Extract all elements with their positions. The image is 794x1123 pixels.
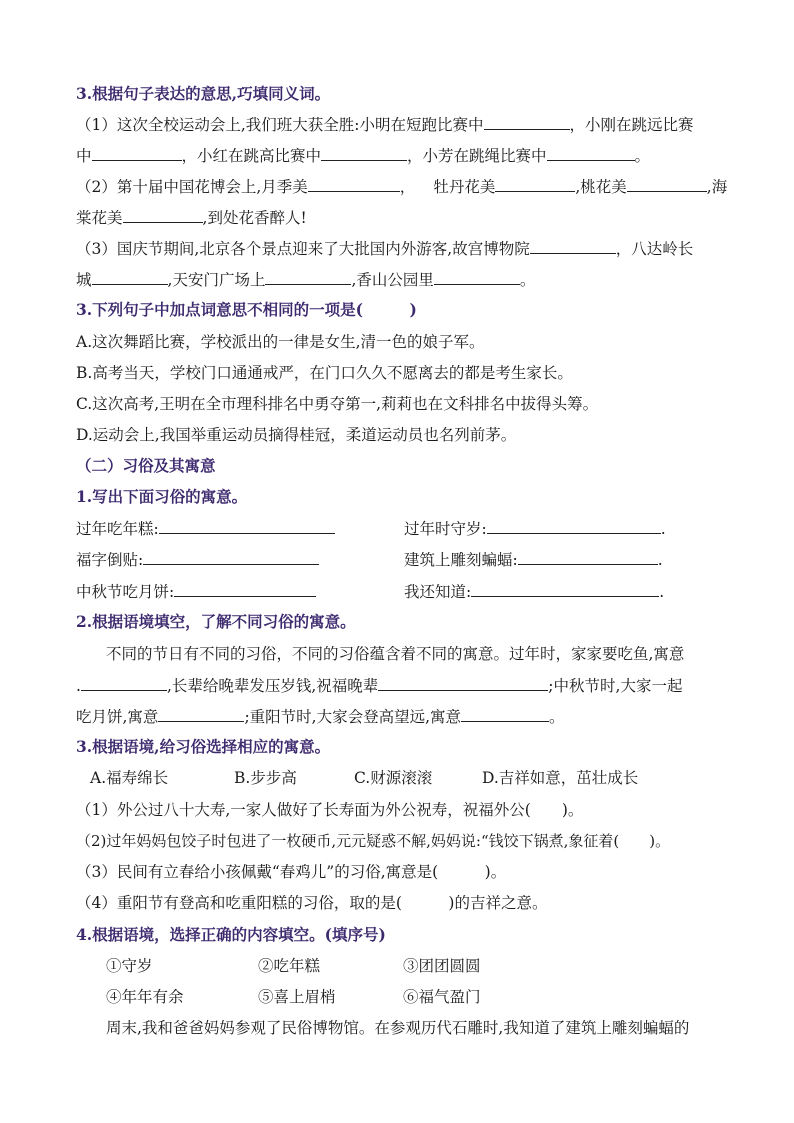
option-c[interactable]: C.这次高考,王明在全市理科排名中勇夺第一,莉莉也在文科排名中拔得头筹。 <box>76 395 599 413</box>
custom-item-yuebing <box>76 581 316 602</box>
question-customs-meaning-title: 1.写出下面习俗的寓意。 <box>76 487 248 506</box>
option-b[interactable]: B.高考当天，学校门口通通戒严，在门口久久不愿离去的都是考生家长。 <box>76 364 573 382</box>
answer-blank[interactable] <box>518 549 658 565</box>
custom-item-niangao <box>76 518 335 539</box>
section-heading-customs: （二）习俗及其寓意 <box>76 456 216 475</box>
text: 。 <box>519 271 536 289</box>
answer-blank[interactable] <box>92 145 182 161</box>
custom-item-fu <box>76 549 319 570</box>
text: . <box>76 677 81 695</box>
text: 吃月饼,寓意 <box>76 708 159 726</box>
answer-blank[interactable] <box>378 675 548 691</box>
select-option-3: ③团团圆圆 <box>403 957 481 975</box>
choose-sentence-3: （3）民间有立春给小孩佩戴“春鸡儿”的习俗,寓意是( )。 <box>76 863 507 881</box>
context-paragraph-line1: 不同的节日有不同的习俗，不同的习俗蕴含着不同的寓意。过年时，家家要吃鱼,寓意 <box>106 645 685 663</box>
label: 中秋节吃月饼: <box>76 583 175 601</box>
answer-blank[interactable] <box>174 581 316 597</box>
synonym-sentence-2-line1 <box>76 176 727 197</box>
answer-blank[interactable] <box>308 176 400 192</box>
custom-item-other <box>404 581 664 602</box>
label: 我还知道: <box>404 583 472 601</box>
label: 过年吃年糕: <box>76 520 159 538</box>
answer-blank[interactable] <box>547 145 635 161</box>
text: 。 <box>549 708 565 726</box>
synonym-sentence-3-line1 <box>76 238 693 259</box>
text: （2）第十届中国花博会上,月季美 <box>76 178 308 196</box>
text: （3）国庆节期间,北京各个景点迎来了大批国内外游客,故宫博物院 <box>76 240 530 258</box>
answer-blank[interactable] <box>530 238 616 254</box>
synonym-sentence-1-line2 <box>76 145 650 166</box>
context-paragraph-line3 <box>76 706 565 727</box>
text: 。 <box>634 147 651 165</box>
choice-a: A.福寿绵长 <box>90 769 169 787</box>
text: 牡丹花美 <box>433 178 496 196</box>
select-option-6: ⑥福气盈门 <box>403 988 481 1006</box>
choose-sentence-2: （2)过年妈妈包饺子时包进了一枚硬币,元元疑惑不解,妈妈说:“钱饺下锅煮,象征着( )。 <box>76 832 671 850</box>
answer-blank[interactable] <box>159 518 335 534</box>
text: ，八达岭长 <box>615 240 694 258</box>
answer-blank[interactable] <box>123 207 203 223</box>
answer-blank[interactable] <box>484 114 570 130</box>
answer-blank[interactable] <box>434 269 520 285</box>
answer-blank[interactable] <box>81 675 167 691</box>
text: ,海 <box>706 178 728 196</box>
answer-blank[interactable] <box>158 706 244 722</box>
answer-blank[interactable] <box>471 581 659 597</box>
text: ;中秋节时,大家一起 <box>548 677 683 695</box>
text: ,天安门广场上 <box>167 271 266 289</box>
text: . <box>660 520 666 538</box>
answer-blank[interactable] <box>487 518 661 534</box>
select-paragraph-line1: 周末,我和爸爸妈妈参观了民俗博物馆。在参观历代石雕时,我知道了建筑上雕刻蝙蝠的 <box>106 1019 690 1037</box>
select-option-1: ①守岁 <box>106 957 153 975</box>
question-synonyms-title: 3.根据句子表达的意思,巧填同义词。 <box>76 84 331 103</box>
label: 建筑上雕刻蝙蝠: <box>404 551 518 569</box>
answer-blank[interactable] <box>627 176 707 192</box>
question-select-content-title: 4.根据语境，选择正确的内容填空。(填序号) <box>76 925 386 944</box>
text: ，小芳在跳绳比赛中 <box>407 147 547 165</box>
synonym-sentence-1-line1 <box>76 114 694 135</box>
answer-blank[interactable] <box>92 269 168 285</box>
label: 过年时守岁: <box>404 520 487 538</box>
text: . <box>657 551 663 569</box>
select-option-2: ②吃年糕 <box>258 957 321 975</box>
synonym-sentence-3-line2 <box>76 269 535 290</box>
choice-c: C.财源滚滚 <box>354 769 433 787</box>
answer-blank[interactable] <box>495 176 575 192</box>
label: 福字倒贴: <box>76 551 144 569</box>
question-word-meaning-title: 3.下列句子中加点词意思不相同的一项是( ) <box>76 300 417 319</box>
question-context-fill-title: 2.根据语境填空，了解不同习俗的寓意。 <box>76 612 356 631</box>
choose-sentence-4: （4）重阳节有登高和吃重阳糕的习俗，取的是( )的吉祥之意。 <box>76 894 548 912</box>
choice-b: B.步步高 <box>234 769 297 787</box>
custom-item-bianfu <box>404 549 663 570</box>
select-option-4: ④年年有余 <box>106 988 184 1006</box>
select-option-5: ⑤喜上眉梢 <box>258 988 336 1006</box>
text: ,到处花香醉人! <box>202 209 307 227</box>
text: ， <box>399 178 416 196</box>
question-choose-meaning-title: 3.根据语境,给习俗选择相应的寓意。 <box>76 737 331 756</box>
answer-blank[interactable] <box>321 145 407 161</box>
text: ,香山公园里 <box>351 271 434 289</box>
answer-blank[interactable] <box>265 269 351 285</box>
text: ;重阳节时,大家会登高望远,寓意 <box>244 708 462 726</box>
choice-d: D.吉祥如意，茁壮成长 <box>482 769 639 787</box>
text: . <box>659 583 665 601</box>
text: ,长辈给晚辈发压岁钱,祝福晚辈 <box>166 677 379 695</box>
text: （1）这次全校运动会上,我们班大获全胜:小明在短跑比赛中 <box>76 116 484 134</box>
synonym-sentence-2-line2 <box>76 207 307 228</box>
text: 中 <box>76 147 92 165</box>
answer-blank[interactable] <box>461 706 549 722</box>
text: 棠花美 <box>76 209 123 227</box>
context-paragraph-line2 <box>76 675 682 696</box>
text: ,桃花美 <box>575 178 627 196</box>
text: ，小红在跳高比赛中 <box>181 147 322 165</box>
answer-blank[interactable] <box>143 549 319 565</box>
text: ，小刚在跳远比赛 <box>569 116 694 134</box>
text: 城 <box>76 271 92 289</box>
option-d[interactable]: D.运动会上,我国举重运动员摘得桂冠，柔道运动员也名列前茅。 <box>76 426 517 444</box>
custom-item-shousui <box>404 518 666 539</box>
choose-sentence-1: （1）外公过八十大寿,一家人做好了长寿面为外公祝寿，祝福外公( )。 <box>76 801 584 819</box>
option-a[interactable]: A.这次舞蹈比赛，学校派出的一律是女生,清一色的娘子军。 <box>76 333 485 351</box>
